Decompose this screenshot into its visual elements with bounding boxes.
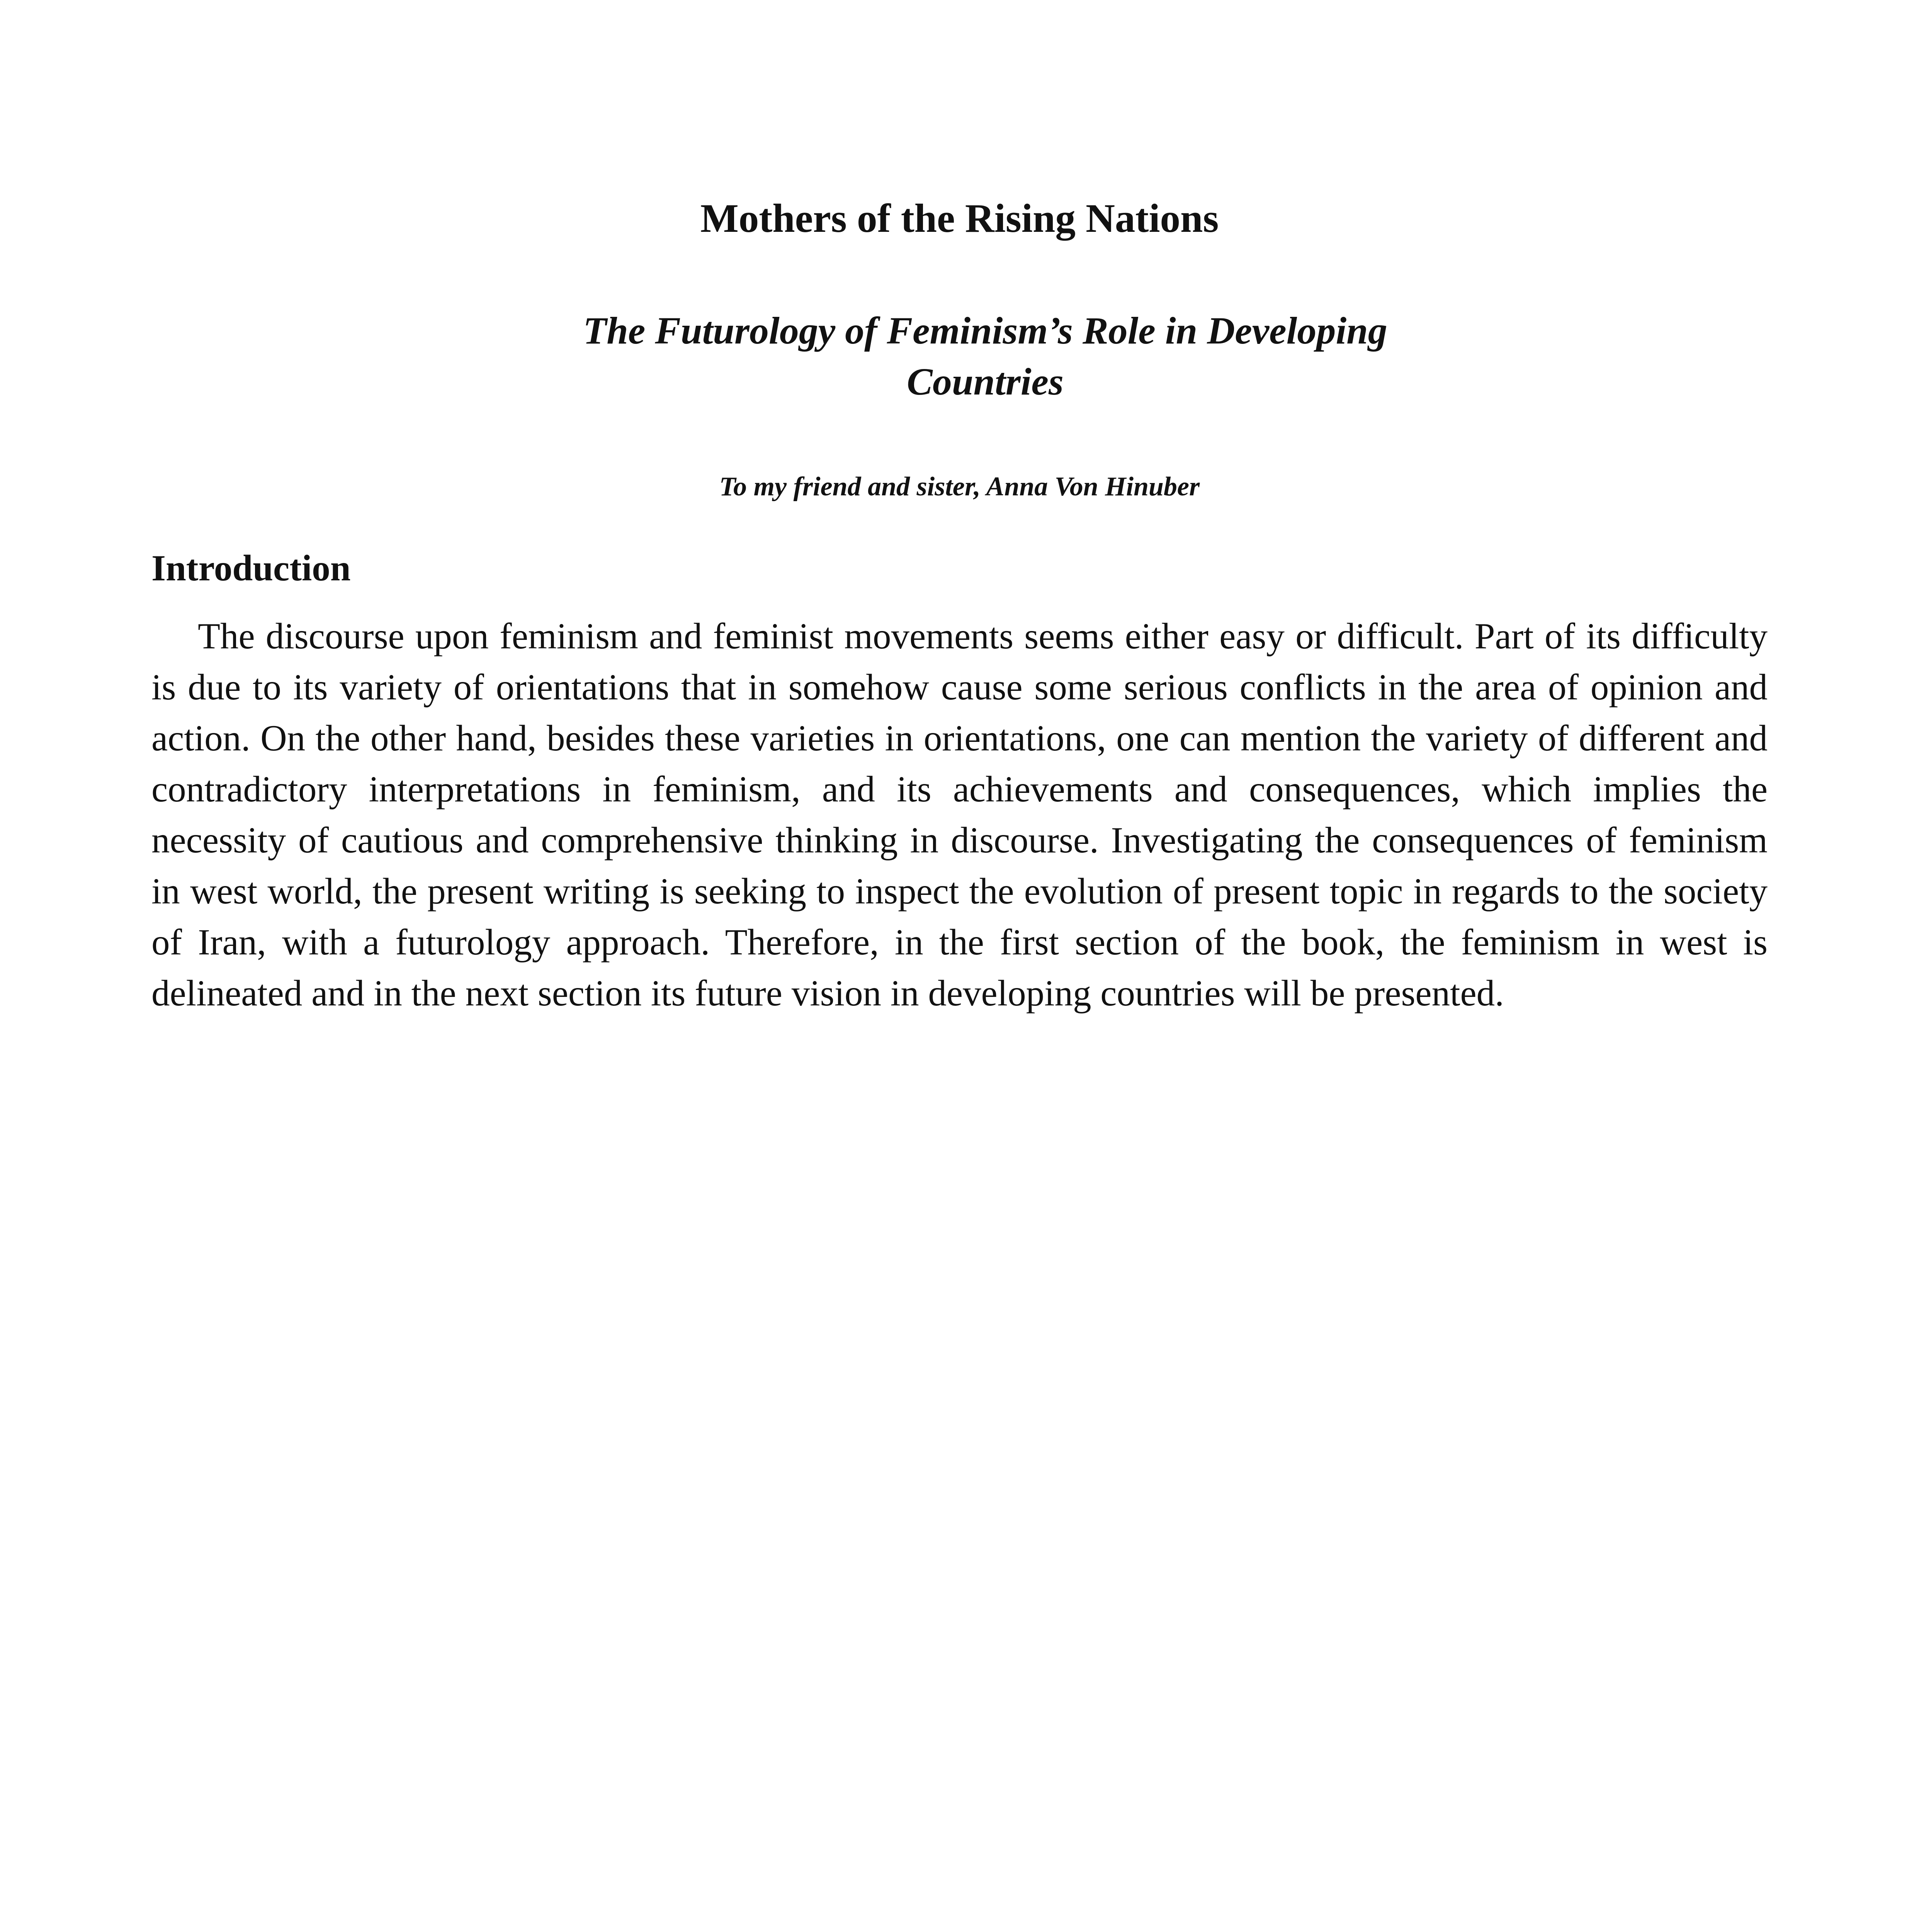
document-subtitle: The Futurology of Feminism’s Role in Developing Countries [583, 309, 1387, 403]
document-title: Mothers of the Rising Nations [700, 196, 1219, 241]
dedication: To my friend and sister, Anna Von Hinuber [719, 472, 1200, 502]
introduction-paragraph: The discourse upon feminism and feminist movements seems either easy or difficult. Part of its difficulty is due to its variety of orientations that in somehow cause some serious conflicts in the area of opinion and action. On the other hand, besides these varieties in orientations, one can mention the variety of different and contradictory interpretations in feminism, and its achievements and consequences, which implies the necessity of cautious and comprehensive thinking in discourse. Investigating the consequences of feminism in west world, the present writing is seeking to inspect the evolution of present topic in regards to the society of Iran, with a futurology approach. Therefore, in the first section of the book, the feminism in west is delineated and in the next section its future vision in developing countries will be presented. [151, 616, 1768, 1014]
section-heading-introduction: Introduction [151, 548, 351, 588]
